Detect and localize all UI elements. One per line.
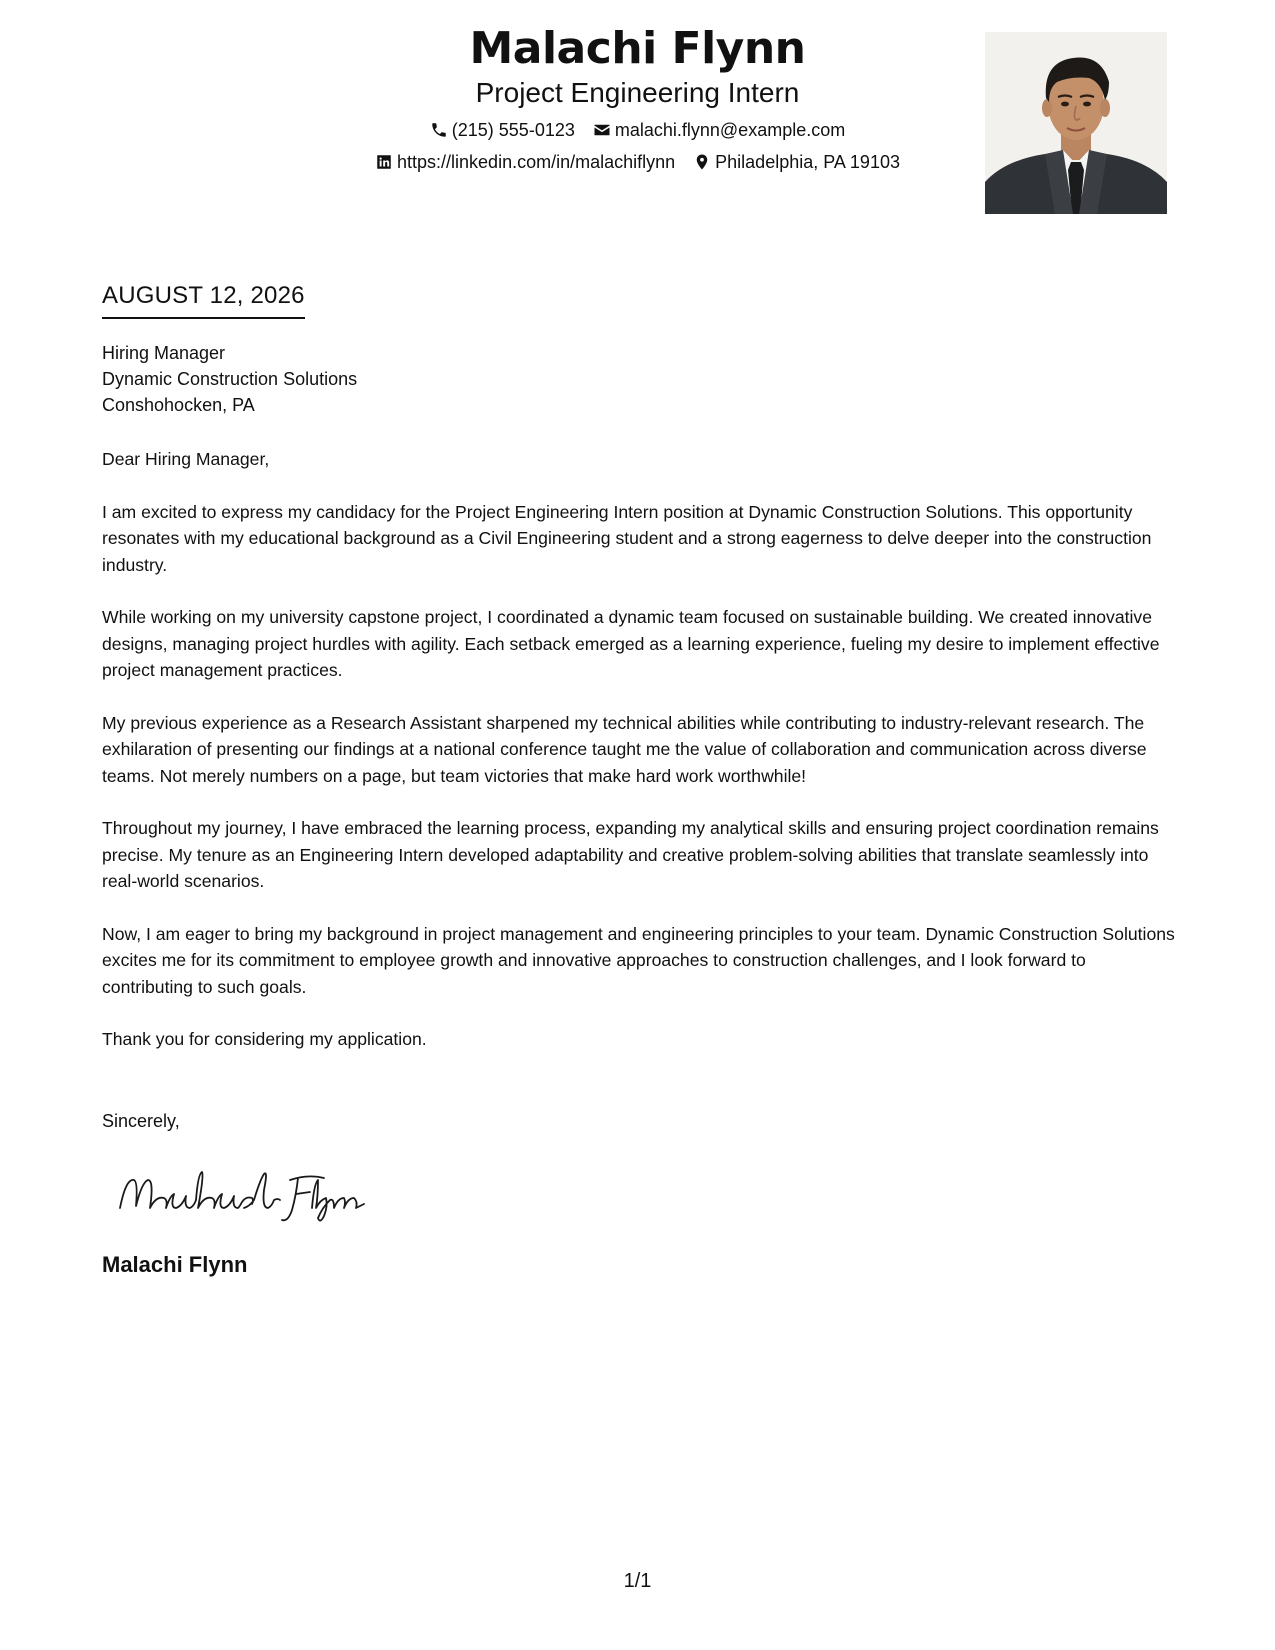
phone-icon bbox=[430, 121, 448, 139]
email-contact bbox=[593, 118, 845, 142]
closing-line: Sincerely, bbox=[102, 1111, 180, 1131]
body-paragraph: Now, I am eager to bring my background in project management and engineering principles to your team. Dynamic Construction Solutions excites me for its commitment to employee growth and innovative approaches to construction challenges, and I look forward to contributing to such goals. bbox=[102, 923, 1175, 997]
applicant-title: Project Engineering Intern bbox=[475, 77, 800, 108]
phone-contact bbox=[430, 118, 575, 142]
page-number: 1/1 bbox=[623, 1570, 652, 1592]
recipient-company: Dynamic Construction Solutions bbox=[102, 369, 358, 389]
signer-name: Malachi Flynn bbox=[102, 1252, 248, 1277]
letter-body bbox=[102, 446, 1177, 1079]
linkedin-contact bbox=[375, 150, 675, 174]
handwritten-signature bbox=[112, 1160, 372, 1230]
recipient-block bbox=[102, 340, 357, 418]
envelope-icon bbox=[593, 121, 611, 139]
email-address[interactable]: malachi.flynn@example.com bbox=[614, 120, 846, 140]
body-paragraph: While working on my university capstone project, I coordinated a dynamic team focused on sustainable building. We created innovative designs, managing project hurdles with agility. Each setback emerged as a learning experience, fueling my desire to implement effective project management practices. bbox=[102, 607, 1160, 680]
applicant-name: Malachi Flynn bbox=[469, 23, 806, 74]
map-pin-icon bbox=[693, 153, 711, 171]
linkedin-icon bbox=[375, 153, 393, 171]
recipient-title: Hiring Manager bbox=[102, 343, 226, 363]
location-contact bbox=[693, 150, 900, 174]
recipient-location: Conshohocken, PA bbox=[102, 395, 255, 415]
body-paragraph: I am excited to express my candidacy for the Project Engineering Intern position at Dynamic Construction Solutions. This opportunity resonates with my educational background as a Civil Engineering student and a strong eagerness to delve deeper into the construction industry. bbox=[102, 501, 1152, 575]
profile-photo bbox=[985, 32, 1167, 214]
location-text: Philadelphia, PA 19103 bbox=[715, 152, 900, 172]
body-paragraph: Throughout my journey, I have embraced the learning process, expanding my analytical skills and ensuring project coordination remains precise. My tenure as an Engineering Intern developed adaptability and creative problem-solving abilities that translate seamlessly into real-world scenarios. bbox=[102, 818, 1159, 891]
linkedin-url[interactable]: https://linkedin.com/in/malachiflynn bbox=[397, 152, 676, 172]
salutation: Dear Hiring Manager, bbox=[102, 449, 270, 469]
letter-date: AUGUST 12, 2026 bbox=[102, 280, 305, 319]
phone-number: (215) 555-0123 bbox=[451, 120, 575, 140]
body-paragraph: My previous experience as a Research Assistant sharpened my technical abilities while contributing to industry-relevant research. The exhilaration of presenting our findings at a national conference taught me the value of collaboration and communication across diverse teams. Not merely numbers on a page, but team victories that make hard work worthwhile! bbox=[102, 712, 1147, 786]
thank-you-line: Thank you for considering my application. bbox=[102, 1029, 427, 1049]
